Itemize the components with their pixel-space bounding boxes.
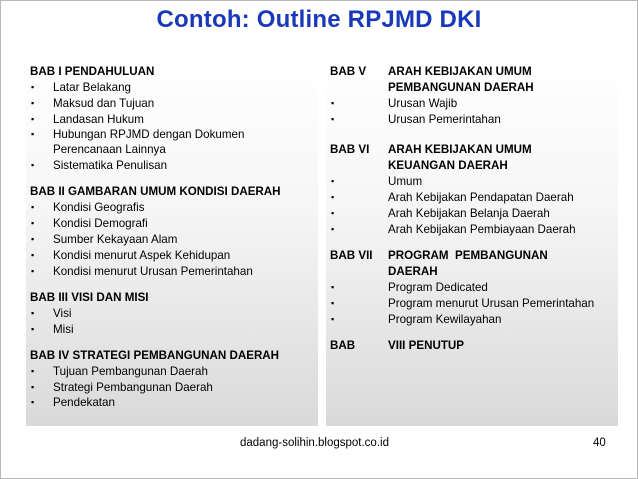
slide-title: Contoh: Outline RPJMD DKI — [156, 6, 482, 33]
bab7-title: DAERAH — [388, 265, 438, 278]
footer-source: dadang-solihin.blogspot.co.id — [240, 437, 389, 449]
bab6-title: KEUANGAN DAERAH — [388, 159, 508, 172]
bab1-item: Landasan Hukum — [53, 113, 144, 126]
bab6-item: Arah Kebijakan Belanja Daerah — [388, 207, 550, 220]
bab2-item: Kondisi Geografis — [53, 201, 145, 214]
bab4-item: Tujuan Pembangunan Daerah — [53, 365, 208, 378]
bab3-item: Misi — [53, 323, 74, 336]
bab5-title: ARAH KEBIJAKAN UMUM — [388, 65, 532, 78]
bab6-item: Umum — [388, 175, 423, 188]
bab5-item: Urusan Pemerintahan — [388, 113, 501, 126]
bab1-item: Maksud dan Tujuan — [53, 97, 155, 110]
bullet-icon: ▪ — [331, 114, 335, 124]
bullet-icon: ▪ — [331, 208, 335, 218]
bab4-heading: BAB IV STRATEGI PEMBANGUNAN DAERAH — [30, 349, 280, 362]
bullet-icon: ▪ — [331, 282, 335, 292]
bab7-item: Program Dedicated — [388, 281, 488, 294]
bab6-item: Arah Kebijakan Pendapatan Daerah — [388, 191, 574, 204]
page-number: 40 — [593, 437, 606, 449]
bullet-icon: ▪ — [331, 176, 335, 186]
bab5-label: BAB V — [330, 65, 367, 78]
bab8-label: BAB — [330, 339, 356, 352]
bullet-icon: ▪ — [31, 234, 35, 244]
bullet-icon: ▪ — [331, 224, 335, 234]
bab1-item: Sistematika Penulisan — [53, 159, 168, 172]
bab7-item: Program Kewilayahan — [388, 313, 502, 326]
bullet-icon: ▪ — [31, 98, 35, 108]
bab1-item: Latar Belakang — [53, 81, 131, 94]
bab3-item: Visi — [53, 307, 72, 320]
bullet-icon: ▪ — [331, 298, 335, 308]
bullet-icon: ▪ — [31, 382, 35, 392]
bullet-icon: ▪ — [31, 308, 35, 318]
bullet-icon: ▪ — [31, 324, 35, 334]
bullet-icon: ▪ — [31, 266, 35, 276]
bullet-icon: ▪ — [31, 160, 35, 170]
bab3-heading: BAB III VISI DAN MISI — [30, 291, 149, 304]
bullet-icon: ▪ — [331, 192, 335, 202]
bab6-item: Arah Kebijakan Pembiayaan Daerah — [388, 223, 576, 236]
bullet-icon: ▪ — [31, 250, 35, 260]
bab2-item: Kondisi menurut Urusan Pemerintahan — [53, 265, 253, 278]
bullet-icon: ▪ — [31, 82, 35, 92]
bullet-icon: ▪ — [31, 202, 35, 212]
bab8-title: VIII PENUTUP — [388, 339, 465, 352]
bab5-item: Urusan Wajib — [388, 97, 458, 110]
bab6-title: ARAH KEBIJAKAN UMUM — [388, 143, 532, 156]
bullet-icon: ▪ — [31, 366, 35, 376]
bab5-title: PEMBANGUNAN DAERAH — [388, 81, 534, 94]
bab2-item: Kondisi menurut Aspek Kehidupan — [53, 249, 231, 262]
bab1-item-continuation: Perencanaan Lainnya — [53, 143, 166, 156]
bab2-item: Kondisi Demografi — [53, 217, 148, 230]
bab4-item: Strategi Pembangunan Daerah — [53, 381, 213, 394]
bullet-icon: ▪ — [31, 218, 35, 228]
bab4-item: Pendekatan — [53, 396, 115, 409]
bab6-label: BAB VI — [330, 143, 370, 156]
bab7-item: Program menurut Urusan Pemerintahan — [388, 297, 595, 310]
bullet-icon: ▪ — [31, 397, 35, 407]
bullet-icon: ▪ — [31, 129, 35, 139]
bullet-icon: ▪ — [331, 98, 335, 108]
bab7-title: PROGRAM PEMBANGUNAN — [388, 249, 548, 262]
bab2-heading: BAB II GAMBARAN UMUM KONDISI DAERAH — [30, 185, 281, 198]
bullet-icon: ▪ — [331, 314, 335, 324]
bab7-label: BAB VII — [330, 249, 373, 262]
bab1-heading: BAB I PENDAHULUAN — [30, 65, 155, 78]
bullet-icon: ▪ — [31, 114, 35, 124]
bab1-item: Hubungan RPJMD dengan Dokumen — [53, 128, 245, 141]
bab2-item: Sumber Kekayaan Alam — [53, 233, 178, 246]
